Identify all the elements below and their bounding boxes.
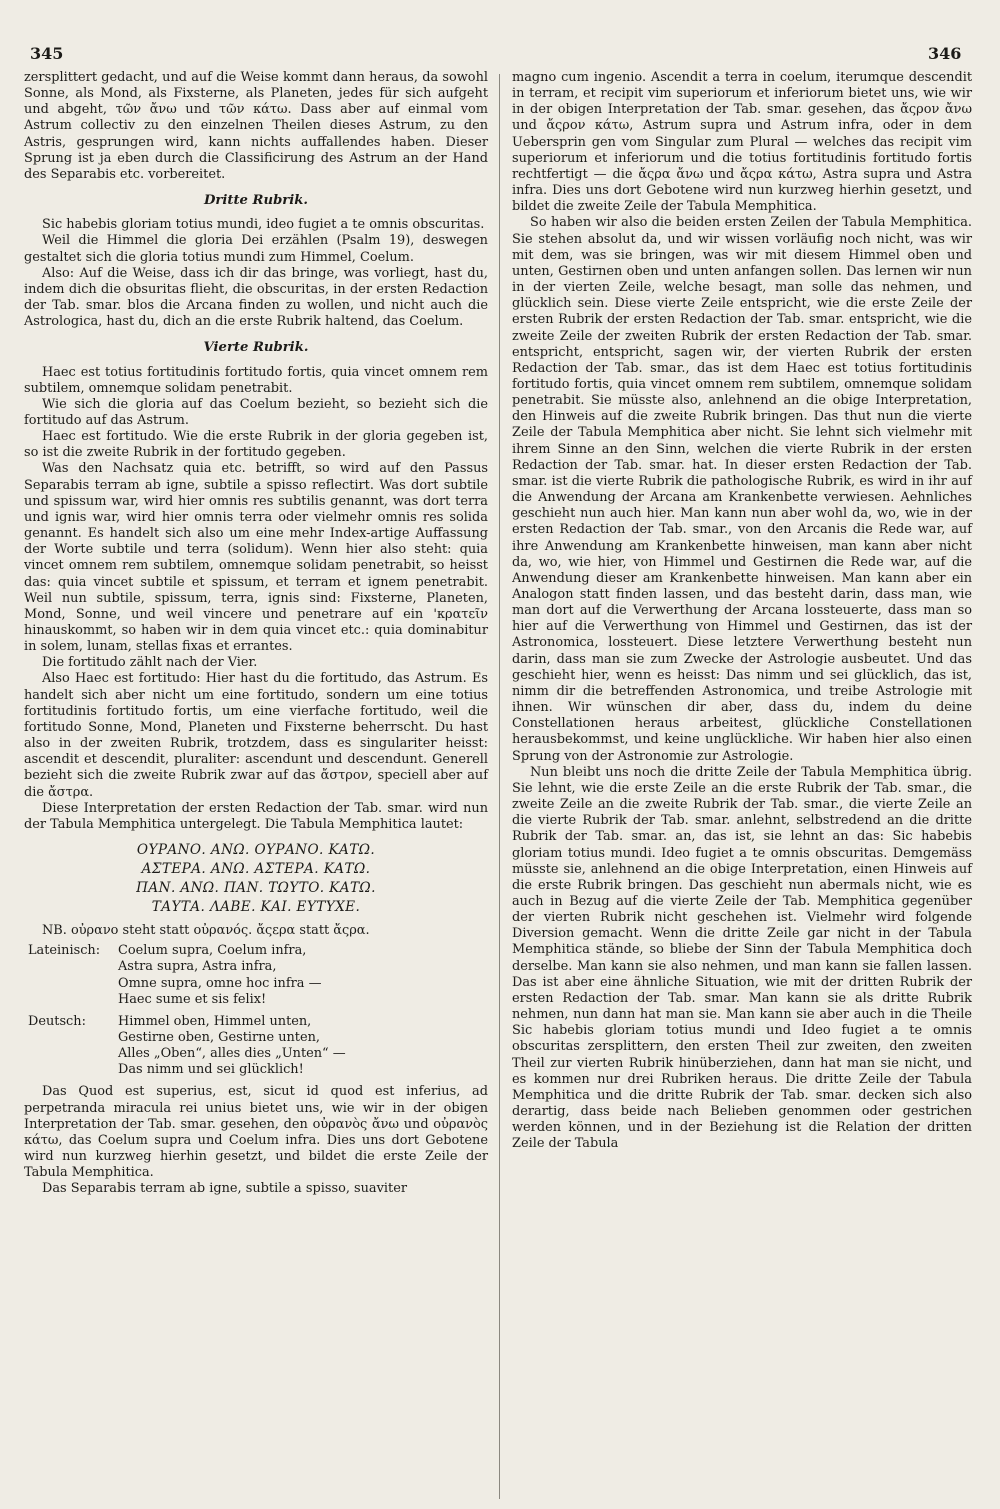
paragraph: Haec est fortitudo. Wie die erste Rubrik in der gloria gegeben ist, so ist die zweite Rubrik in der fortitudo gegeben. bbox=[24, 429, 488, 461]
translation-label: Lateinisch: bbox=[28, 943, 101, 959]
left-column bbox=[24, 70, 488, 1198]
paragraph: Sic habebis gloriam totius mundi, ideo fugiet a te omnis obscuritas. bbox=[42, 217, 485, 233]
page-number-right: 346 bbox=[928, 44, 962, 63]
translation-line: Haec sume et sis felix! bbox=[118, 991, 267, 1007]
nota-bene: NB. οὐρανο steht statt οὐρανός. ἄςερα statt ἄςρα. bbox=[42, 923, 370, 939]
tabula-line: ΟΥΡΑΝΟ. ΑΝΩ. ΟΥΡΑΝΟ. ΚΑΤΩ. bbox=[136, 842, 376, 859]
section-heading-dritte-rubrik: Dritte Rubrik. bbox=[203, 193, 308, 209]
tabula-memphitica-greek bbox=[24, 841, 488, 917]
paragraph: Das Separabis terram ab igne, subtile a spisso, suaviter bbox=[42, 1181, 407, 1197]
translation-line: Gestirne oben, Gestirne unten, bbox=[118, 1029, 321, 1045]
translation-label: Deutsch: bbox=[28, 1013, 86, 1029]
column-divider bbox=[499, 74, 500, 1499]
paragraph: Nun bleibt uns noch die dritte Zeile der Tabula Memphitica übrig. Sie lehnt, wie die erste Zeile an die erste Rubrik der Tab. smar., die zweite Zeile an die zweite Rubrik der Tab. smar., die vierte Zeile an die vierte Rubrik der Tab. smar. anlehnt, selbstredend an die dritte Rubrik der Tab. smar. an, das ist, sie lehnt an das: Sic habebis gloriam totius mundi. Ideo fugiet a te omnis obscuritas. Demgemäss müsste sie, anlehnend an die obige Interpretation, einen Hinweis auf die erste Rubrik bringen. Das geschieht nun abermals nicht, wie es auch in Bezug auf die vierte Zeile der Tab. Memphitica gegenüber der vierten Rubrik nicht geschehen ist. Vielmehr wird folgende Diversion gemacht. Wenn die dritte Zeile gar nicht in der Tabula Memphitica stände, so bliebe der Sinn der Tabula Memphitica doch derselbe. Man kann sie also nehmen, und man kann sie fallen lassen. Das ist aber eine ähnliche Situation, wie mit der dritten Rubrik der ersten Redaction der Tab. smar. Man kann sie als dritte Rubrik nehmen, nun dann hat man sie. Man kann sie aber auch in die Theile Sic habebis gloriam totius mundi und Ideo fugiet a te omnis obscuritas zersplittern, den ersten Theil zur zweiten, den zweiten Theil zur vierten Rubrik hinüberziehen, dann hat man sie nicht, und es kommen nur drei Rubriken heraus. Die dritte Zeile der Tabula Memphitica und die dritte Rubrik der Tab. smar. decken sich also derartig, dass beide nach Belieben genommen oder gestrichen werden können, und in der Beziehung ist die Relation der dritten Zeile der Tabula bbox=[512, 764, 972, 1152]
page-number-left: 345 bbox=[30, 44, 64, 63]
paragraph: So haben wir also die beiden ersten Zeilen der Tabula Memphitica. Sie stehen absolut da, und wir wissen vorläufig noch nicht, was wir mit dem, was sie bringen, was wir mit diesem Himmel oben und unten, Gestirnen oben und unten anfangen sollen. Das lernen wir nun in der vierten Zeile, welche besagt, man solle das nehmen, und glücklich sein. Diese vierte Zeile entspricht, wie die erste Zeile der ersten Rubrik der ersten Redaction der Tab. smar. entspricht, wie die zweite Zeile der zweiten Rubrik der ersten Redaction der Tab. smar. entspricht, entspricht, sagen wir, der vierten Rubrik der ersten Redaction der Tab. smar., das ist dem Haec est totius fortitudinis fortitudo fortis, quia vincet omnem rem subtilem, omnemque solidam penetrabit. Sie müsste also, anlehnend an die obige Interpretation, den Hinweis auf die zweite Rubrik bringen. Das thut nun die vierte Zeile der Tabula Memphitica aber nicht. Sie lehnt sich vielmehr mit ihrem Sinne an den Sinn, welchen die vierte Rubrik in der ersten Redaction der Tab. smar. hat. In dieser ersten Redaction der Tab. smar. ist die vierte Rubrik die pathologische Rubrik, es wird in ihr auf die Anwendung der Arcana am Krankenbette verwiesen. Aehnliches geschieht nun auch hier. Man kann nun aber wohl da, wo, wie in der ersten Redaction der Tab. smar., von den Arcanis die Rede war, auf ihre Anwendung am Krankenbette hinweisen, man kann aber nicht da, wo, wie hier, von Himmel und Gestirnen die Rede war, auf die Anwendung dieser am Krankenbette hinweisen. Man kann aber ein Analogon statt finden lassen, und das besteht darin, dass man, wie man dort auf die Verwerthung der Arcana lossteuerte, dass man so hier auf die Verwerthung von Himmel und Gestirnen, das ist der Astronomica, lossteuert. Diese letztere Verwerthung besteht nun darin, dass man sie zum Zwecke der Astrologie ausbeutet. Und das geschieht hier, wenn es heisst: Das nimm und sei glücklich, das ist, nimm dir die betreffenden Astronomica, und treibe Astrologie mit ihnen. Wir wünschen dir aber, dass du, indem du deine Constellationen heraus arbeitest, glückliche Constellationen herausbekommst, und keine unglückliche. Wir haben hier also einen Sprung von der Astronomie zur Astrologie. bbox=[512, 215, 972, 764]
section-heading-vierte-rubrik: Vierte Rubrik. bbox=[203, 340, 309, 356]
translation-line: Das nimm und sei glücklich! bbox=[118, 1062, 304, 1078]
paragraph: Haec est totius fortitudinis fortitudo fortis, quia vincet omnem rem subtilem, omnemque solidam penetrabit. bbox=[24, 364, 488, 396]
translation-line: Omne supra, omne hoc infra — bbox=[118, 975, 322, 991]
paragraph: Wie sich die gloria auf das Coelum bezieht, so bezieht sich die fortitudo auf das Astrum. bbox=[24, 396, 488, 428]
translation-latin bbox=[24, 943, 488, 1008]
paragraph: Das Quod est superius, est, sicut id quod est inferius, ad perpetranda miracula rei unius bietet uns, wie wir in der obigen Interpretation der Tab. smar. gesehen, den οὐρανὸς ἄνω und οὐρανὸς κάτω, das Coelum supra und Coelum infra. Dies uns dort Gebotene wird nun kurzweg hierhin gesetzt, und bildet die erste Zeile der Tabula Memphitica. bbox=[24, 1084, 488, 1181]
translation-line: Coelum supra, Coelum infra, bbox=[118, 943, 307, 959]
paragraph: Also Haec est fortitudo: Hier hast du die fortitudo, das Astrum. Es handelt sich aber nicht um eine fortitudo, sondern um eine totius fortitudinis fortitudo fortis, um eine vierfache fortitudo, weil die fortitudo Sonne, Mond, Planeten und Fixsterne beherrscht. Du hast also in der zweiten Rubrik, trotzdem, dass es singulariter heisst: ascendit et descendit, pluraliter: ascendunt und descendunt. Generell bezieht sich die zweite Rubrik zwar auf das ἄστρον, speciell aber auf die ἄστρα. bbox=[24, 671, 488, 800]
tabula-line: ΤΑΥΤΑ. ΛΑΒΕ. ΚΑΙ. ΕΥΤΥΧΕ. bbox=[151, 899, 361, 916]
translation-line: Astra supra, Astra infra, bbox=[118, 959, 277, 975]
translation-line: Alles „Oben“, alles dies „Unten“ — bbox=[118, 1046, 346, 1062]
translation-line: Himmel oben, Himmel unten, bbox=[118, 1013, 312, 1029]
paragraph: Die fortitudo zählt nach der Vier. bbox=[42, 655, 258, 671]
paragraph: zersplittert gedacht, und auf die Weise kommt dann heraus, da sowohl Sonne, als Mond, als Fixsterne, als Planeten, jedes für sich aufgeht und abgeht, τῶν ἄνω und τῶν κάτω. Dass aber auf einmal vom Astrum collectiv zu den einzelnen Theilen dieses Astrum, zu den Astris, gesprungen wird, kann nichts auffallendes haben. Dieser Sprung ist ja eben durch die Classificirung des Astrum an der Hand des Separabis etc. vorbereitet. bbox=[24, 70, 488, 182]
paragraph: Was den Nachsatz quia etc. betrifft, so wird auf den Passus Separabis terram ab igne, subtile a spisso reflectirt. Was dort subtile und spissum war, wird hier omnis res subtilis genannt, was dort terra und ignis war, wird hier omnis terra oder vielmehr omnis res solida genannt. Es handelt sich also um eine mehr Index-artige Auffassung der Worte subtile und terra (solidum). Wenn hier also steht: quia vincet omnem rem subtilem, omnemque solidam penetrabit, so heisst das: quia vincet subtile et spissum, et terram et ignem penetrabit. Weil nun subtile, spissum, terra, ignis sind: Fixsterne, Planeten, Mond, Sonne, und weil vincere und penetrare auf ein 'κρατεῖν hinauskommt, so haben wir in dem quia vincet etc.: quia dominabitur in solem, lunam, stellas fixas et errantes. bbox=[24, 461, 488, 655]
tabula-line: ΑΣΤΕΡΑ. ΑΝΩ. ΑΣΤΕΡΑ. ΚΑΤΩ. bbox=[141, 861, 371, 878]
translation-german bbox=[24, 1014, 488, 1079]
paragraph: Weil die Himmel die gloria Dei erzählen (Psalm 19), deswegen gestaltet sich die gloria totius mundi zum Himmel, Coelum. bbox=[24, 233, 488, 265]
paragraph: Also: Auf die Weise, dass ich dir das bringe, was vorliegt, hast du, indem dich die obsuritas flieht, die obscuritas, in der ersten Redaction der Tab. smar. blos die Arcana finden zu wollen, und nicht auch die Astrologica, hast du, dich an die erste Rubrik haltend, das Coelum. bbox=[24, 265, 488, 330]
paragraph: Diese Interpretation der ersten Redaction der Tab. smar. wird nun der Tabula Memphitica untergelegt. Die Tabula Memphitica lautet: bbox=[24, 800, 488, 832]
right-column bbox=[512, 70, 972, 1152]
paragraph: magno cum ingenio. Ascendit a terra in coelum, iterumque descendit in terram, et recipit vim superiorum et inferiorum bietet uns, wie wir in der obigen Interpretation der Tab. smar. gesehen, das ἄςρον ἄνω und ἄςρον κάτω, Astrum supra und Astrum infra, oder in dem Uebersprin gen vom Singular zum Plural — welches das recipit vim superiorum et inferiorum und die totius fortitudinis fortitudo fortis rechtfertigt — die ἄςρα ἄνω und ἄςρα κάτω, Astra supra und Astra infra. Dies uns dort Gebotene wird nun kurzweg hierhin gesetzt, und bildet die zweite Zeile der Tabula Memphitica. bbox=[512, 70, 972, 215]
tabula-line: ΠΑΝ. ΑΝΩ. ΠΑΝ. ΤΩΥΤΟ. ΚΑΤΩ. bbox=[136, 880, 376, 897]
